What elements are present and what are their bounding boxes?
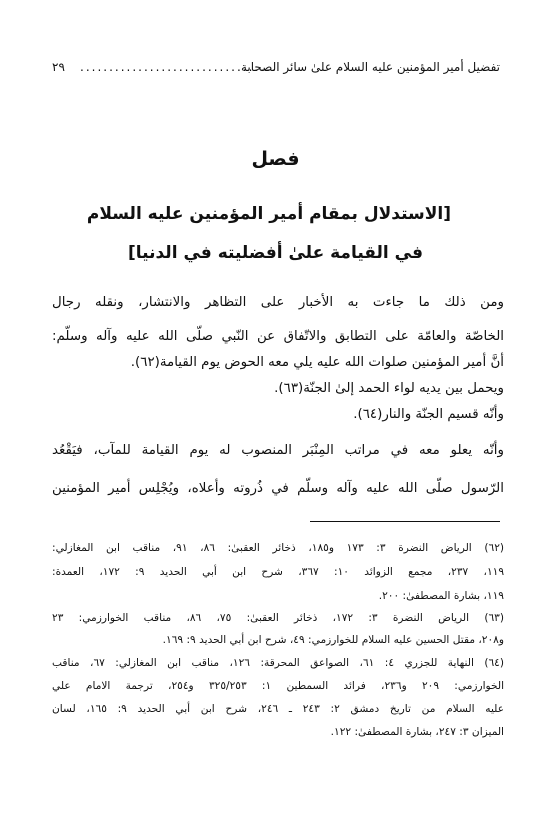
body-text-line: وأنّه يعلو معه في مراتب المِنْبَر المنصوب له يوم القيامة للمآب، فيَقْعُد [52, 443, 504, 458]
footnote-line: (٦٤) النهاية للجزري ٤: ٦١، الصواعق المحرقة: ١٢٦، مناقب ابن المغازلي: ٦٧، مناقب [52, 657, 505, 669]
footnote-line: (٦٣) الرياض النضرة ٣: ١٧٢، ذخائر العقبىٰ: ٧٥، ٨٦، مناقب الخوارزمي: ٢٣ [52, 612, 504, 624]
body-text-line: وأنّه قسيم الجنّة والنار(٦٤). [353, 407, 504, 422]
footnote-line: ١١٩، ٢٣٧، مجمع الزوائد ١٠: ٣٦٧، شرح ابن أبي الحديد ٩: ١٧٢، العمدة: [52, 566, 505, 578]
chapter-title-line-2: في القيامة علىٰ أفضليته في الدنيا] [128, 243, 423, 263]
footnote-line: ١١٩، بشارة المصطفىٰ: ٢٠٠. [378, 590, 504, 602]
running-header-leader-dots: .................................. [80, 60, 278, 74]
body-text-line: الخاصّة والعامّة على التطابق والاتّفاق عن النّبي صلّى الله عليه وآله وسلّم: [52, 329, 504, 344]
section-heading: فصل [251, 148, 300, 170]
footnote-line: الخوارزمي: ٢٠٩ و٢٣٦، فرائد السمطين ١: ٣٢٥/٢٥٣ و٢٥٤، ترجمة الامام علي [52, 680, 505, 692]
footnote-line: (٦٢) الرياض النضرة ٣: ١٧٣ و١٨٥، ذخائر العقبىٰ: ٨٦، ٩١، مناقب ابن المغازلي: [52, 542, 505, 554]
body-text-line: ويحمل بين يديه لواء الحمد إلىٰ الجنّة(٦٣). [274, 381, 504, 396]
page-number: ٢٩ [52, 60, 65, 74]
body-text-line: أنَّ أمير المؤمنين صلوات الله عليه يلي معه الحوض يوم القيامة(٦٢). [130, 355, 504, 370]
body-text-line: الرّسول صلّى الله عليه وآله وسلّم في ذُروته وأعلاه، ويُجْلِس أمير المؤمنين [52, 481, 504, 496]
footnote-separator [310, 521, 500, 522]
body-text-line: ومن ذلك ما جاءت به الأخبار على التظاهر والانتشار، ونقله رجال [52, 295, 504, 310]
chapter-title-line-1: [الاستدلال بمقام أمير المؤمنين عليه السلام [86, 204, 451, 224]
running-header-title: تفضيل أمير المؤمنين عليه السلام علىٰ سائر الصحابة [240, 60, 500, 74]
footnote-line: الميزان ٣: ٢٤٧، بشارة المصطفىٰ: ١٢٢. [330, 726, 504, 738]
footnote-line: و٢٠٨، مقتل الحسين عليه السلام للخوارزمي: ٤٩، شرح ابن أبي الحديد ٩: ١٦٩. [162, 634, 504, 646]
footnote-line: عليه السلام من تاريخ دمشق ٢: ٢٤٣ ـ ٢٤٦، شرح ابن أبي الحديد ٩: ١٦٥، لسان [52, 703, 505, 715]
